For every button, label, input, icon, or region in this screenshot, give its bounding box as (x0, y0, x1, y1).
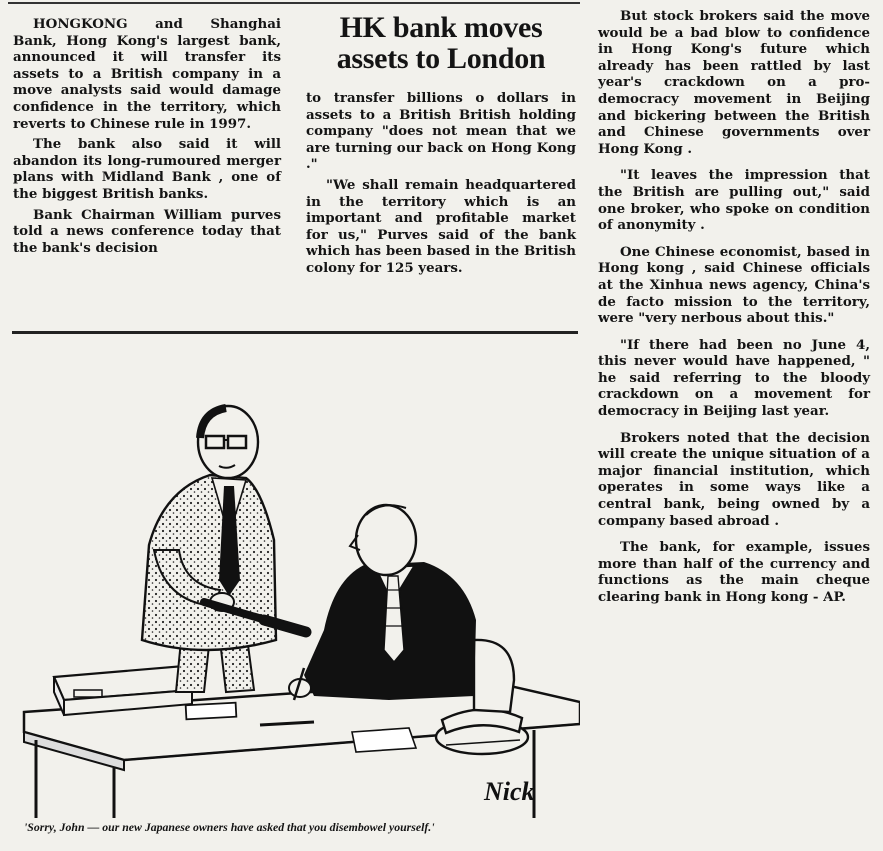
telephone-icon (436, 709, 528, 754)
right-paragraph-6: The bank, for example, issues more than half of the currency and functions as the main cheque clearing bank in Hong kong - AP. (598, 539, 870, 605)
right-paragraph-4: "If there had been no June 4, this never would have happened, " he said referring to the bloody crackdown on a movement for democracy in Beijing last year. (598, 336, 870, 420)
middle-paragraph-1: to transfer billions o dollars in assets to a British British holding company "does not mean that we are turning our back on Hong Kong ." (306, 90, 576, 173)
seated-man (289, 505, 476, 700)
standing-man (142, 406, 306, 692)
left-paragraph-1: HONGKONG and Shanghai Bank, Hong Kong's largest bank, announced it will transfer its assets to a British company in a move analysts said would damage confidence in the territory, which reverts to Chinese rule in 1997. (13, 16, 281, 132)
cartoon-caption: 'Sorry, John — our new Japanese owners have asked that you disembowel yourself.' (24, 820, 435, 834)
left-paragraph-2: The bank also said it will abandon its long-rumoured merger plans with Midland Bank , one of the biggest British banks. (13, 136, 281, 202)
section-rule (12, 331, 578, 334)
middle-paragraph-2: "We shall remain headquartered in the territory which is an important and profitable market for us," Purves said of the bank which has been based in the British colony for 125 years. (306, 176, 576, 276)
right-paragraph-3: One Chinese economist, based in Hong kong , said Chinese officials at the Xinhua news agency, China's de facto mission to the territory, were "very nerbous about this." (598, 243, 870, 327)
headline (300, 12, 582, 74)
office-chair (474, 640, 514, 712)
paper-sheet (352, 728, 416, 752)
cartoon-illustration (14, 340, 580, 818)
artist-signature: Nick (484, 777, 535, 806)
left-column (13, 16, 281, 260)
right-paragraph-1: But stock brokers said the move would be a bad blow to confidence in Hong Kong's future which already has been rattled by last year's crackdown on a pro-democracy movement in Beijing and bickering between the British and Chinese governments over Hong Kong . (598, 8, 870, 157)
right-column (598, 8, 870, 616)
right-paragraph-5: Brokers noted that the decision will create the unique situation of a major financial institution, which operates in some ways like a central bank, being owned by a company based abroad . (598, 429, 870, 529)
middle-column (306, 90, 576, 281)
headline-line-2: assets to London (336, 42, 546, 75)
left-paragraph-3: Bank Chairman William purves told a news conference today that the bank's decision (13, 206, 281, 256)
right-paragraph-2: "It leaves the impression that the British are pulling out," said one broker, who spoke on condition of anonymity . (598, 167, 870, 234)
headline-line-1: HK bank moves (339, 11, 543, 44)
top-rule (8, 2, 580, 4)
notepad (186, 703, 237, 720)
